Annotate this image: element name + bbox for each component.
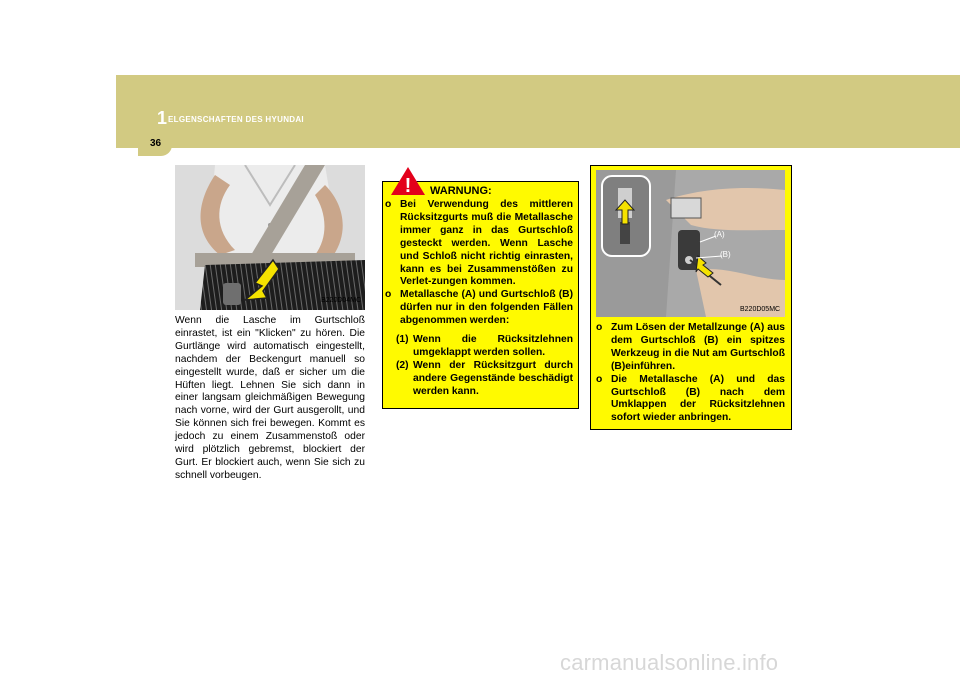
warning-item-text: Bei Verwendung des mittleren Rücksitzgurts muß die Metallasche immer ganz in das Gurtschloß gesteckt werden. Wenn Lasche und Schloß nicht richtig einrasten, kann es bei Zusammenstößen zu Verlet-zungen kommen. [400,199,573,288]
warning-sub-item-text: Wenn die Rücksitzlehnen umgeklappt werden sollen. [413,334,573,358]
warning-list [385,199,573,399]
left-body-text: Wenn die Lasche im Gurtschloß einrastet, ist ein "Klicken" zu hören. Die Gurtlänge wird automatisch eingestellt, nachdem der Beckengurt manuell so eingestellt wurde, daß er sicher um die Hüften liegt. Lehnen Sie sich dann in einer langsam gleichmäßigen Bewegung nach vorne, wird der Gurt ausgerollt, und Sie können sich frei bewegen. Kommt es jedoch zu einem Zusammenstoß oder wird plötzlich gebremst, blockiert der Gurt. Er blockiert auch, wenn Sie sich zu schnell vorbeugen. [175,315,365,481]
image-code-left: B220D04MC [321,297,362,304]
instruction-item-text: Zum Lösen der Metallzunge (A) aus dem Gurtschloß (B) ein spitzes Werkzeug in die Nut am Gurtschloß (B)einführen. [611,322,785,372]
chapter-title: ELGENSCHAFTEN DES HYUNDAI [168,115,304,124]
sub-item-mark: (1) [396,334,409,346]
buckle-release-photo [596,170,785,317]
warning-sub-item [385,360,573,399]
buckle-release-illustration [596,170,785,317]
instruction-item [596,322,785,374]
page-number: 36 [150,138,162,149]
instruction-item [596,374,785,426]
warning-item [385,289,573,328]
seatbelt-buckling-photo [175,165,365,310]
label-a: (A) [714,230,725,239]
image-code-right: B220D05MC [740,306,781,313]
warning-title: WARNUNG: [430,185,492,197]
instruction-list [596,322,785,425]
warning-item [385,199,573,289]
label-b: (B) [720,250,731,259]
bullet-mark: o [385,199,392,210]
warning-sub-item [385,334,573,360]
instruction-item-text: Die Metallasche (A) und das Gurtschloß (B) nach dem Umklappen der Rücksitzlehnen sofort wieder anbringen. [611,373,785,424]
bullet-mark: o [596,322,603,333]
warning-item-text: Metallasche (A) und Gurtschloß (B) dürfen nur in den folgenden Fällen abgenommen werden: [400,289,573,327]
sub-item-mark: (2) [396,359,409,371]
seatbelt-buckling-illustration [175,165,365,310]
warning-triangle-icon [390,166,426,196]
warning-sub-item-text: Wenn der Rücksitzgurt durch andere Gegenstände beschädigt werden kann. [413,359,573,397]
bullet-mark: o [385,289,392,301]
watermark: carmanualsonline.info [560,650,779,675]
bullet-mark: o [596,373,603,385]
header-band [116,75,960,148]
chapter-number: 1 [157,108,168,128]
warning-icon-glyph: ! [404,175,412,196]
